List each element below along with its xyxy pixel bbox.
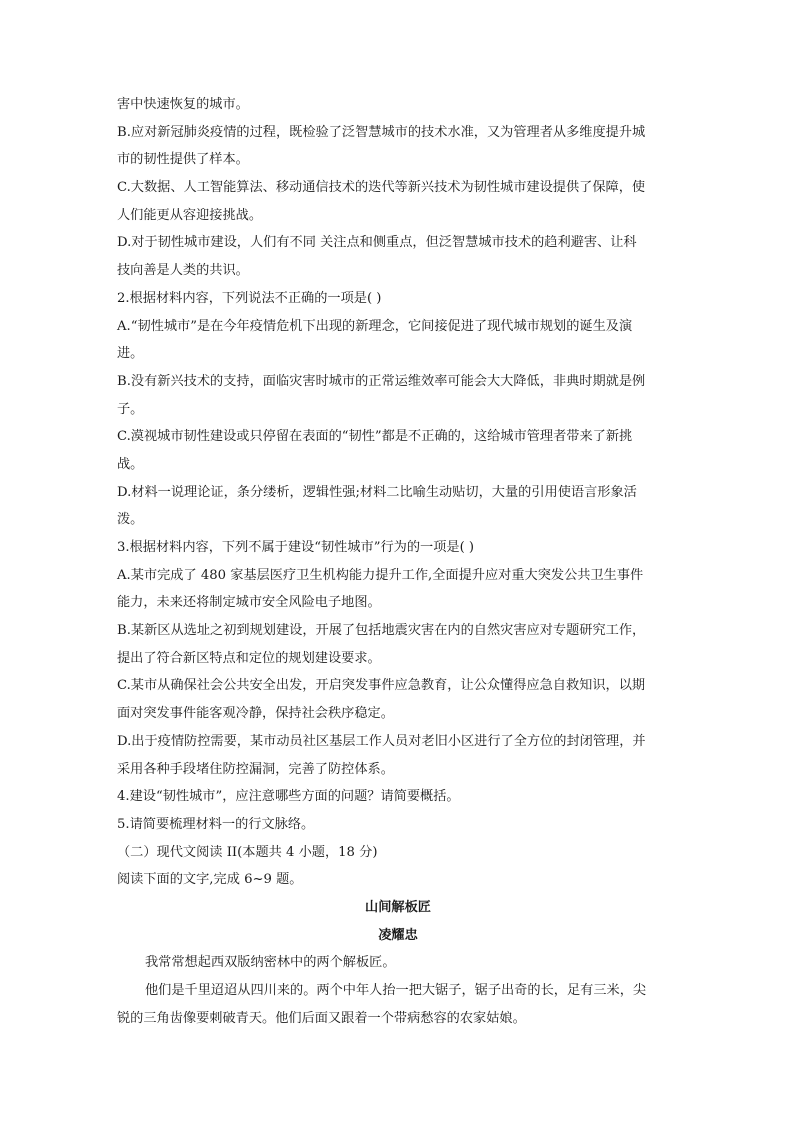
text-line: 面对突发事件能客观冷静，保持社会秩序稳定。 bbox=[117, 706, 394, 722]
story-title: 山间解板匠 bbox=[365, 899, 431, 915]
option-d-line: D.材料一说理论证，条分缕析，逻辑性强;材料二比喻生动贴切，大量的引用使语言形象活 bbox=[117, 484, 637, 500]
section-heading: （二）现代文阅读 II(本题共 4 小题，18 分) bbox=[117, 844, 378, 860]
question-5: 5.请简要梳理材料一的行文脉络。 bbox=[117, 816, 315, 832]
text-line: 人们能更从容迎接挑战。 bbox=[117, 207, 263, 223]
option-c-line: C.某市从确保社会公共安全出发，开启突发事件应急教育，让公众懂得应急自救知识，以期 bbox=[117, 678, 646, 694]
document-body bbox=[117, 91, 679, 1032]
text-line: 采用各种手段堵住防控漏洞，完善了防控体系。 bbox=[117, 761, 394, 777]
text-line: 子。 bbox=[117, 401, 144, 417]
story-paragraph: 他们是千里迢迢从四川来的。两个中年人抬一把大锯子，锯子出奇的长，足有三米，尖 bbox=[145, 983, 647, 998]
reading-instruction: 阅读下面的文字,完成 6~9 题。 bbox=[117, 872, 303, 888]
story-author: 凌耀忠 bbox=[378, 927, 418, 943]
option-d-line: D.出于疫情防控需要，某市动员社区基层工作人员对老旧小区进行了全方位的封闭管理，并 bbox=[117, 733, 646, 749]
option-b-line: B.某新区从选址之初到规划建设，开展了包括地震灾害在内的自然灾害应对专题研究工作， bbox=[117, 623, 646, 639]
text-line: 市的韧性提供了样本。 bbox=[117, 152, 249, 168]
option-c-line: C.大数据、人工智能算法、移动通信技术的迭代等新兴技术为韧性城市建设提供了保障，使 bbox=[117, 180, 646, 196]
text-line: 技向善是人类的共识。 bbox=[117, 263, 249, 279]
option-b-line: B.没有新兴技术的支持，面临灾害时城市的正常运维效率可能会大大降低，非典时期就是例 bbox=[117, 373, 646, 389]
option-b-line: B.应对新冠肺炎疫情的过程，既检验了泛智慧城市的技术水准，又为管理者从多维度提升城 bbox=[117, 124, 646, 140]
text-line: 进。 bbox=[117, 346, 144, 362]
text-line: 提出了符合新区特点和定位的规划建设要求。 bbox=[117, 650, 381, 666]
text-line: 战。 bbox=[117, 456, 144, 472]
text-line: 能力，未来还将制定城市安全风险电子地图。 bbox=[117, 595, 381, 611]
option-a-line: A.“韧性城市”是在今年疫情危机下出现的新理念，它间接促进了现代城市规划的诞生及演 bbox=[117, 318, 633, 334]
option-d-line: D.对于韧性城市建设，人们有不同 关注点和侧重点，但泛智慧城市技术的趋利避害、让科 bbox=[117, 235, 637, 251]
story-paragraph-continued: 锐的三角齿像要刺破青天。他们后面又跟着一个带病愁容的农家姑娘。 bbox=[117, 1010, 526, 1026]
question-3: 3.根据材料内容，下列不属于建设“韧性城市”行为的一项是( ) bbox=[117, 540, 475, 555]
question-2: 2.根据材料内容，下列说法不正确的一项是( ) bbox=[117, 290, 382, 306]
story-paragraph: 我常常想起西双版纳密林中的两个解板匠。 bbox=[145, 955, 396, 971]
text-line: 害中快速恢复的城市。 bbox=[117, 97, 249, 112]
option-c-line: C.漠视城市韧性建设或只停留在表面的“韧性”都是不正确的，这给城市管理者带来了新挑 bbox=[117, 429, 633, 445]
text-line: 泼。 bbox=[117, 512, 144, 528]
question-4: 4.建设“韧性城市”，应注意哪些方面的问题？请简要概括。 bbox=[117, 789, 460, 805]
option-a-line: A.某市完成了 480 家基层医疗卫生机构能力提升工作,全面提升应对重大突发公共卫生事件 bbox=[117, 567, 644, 583]
